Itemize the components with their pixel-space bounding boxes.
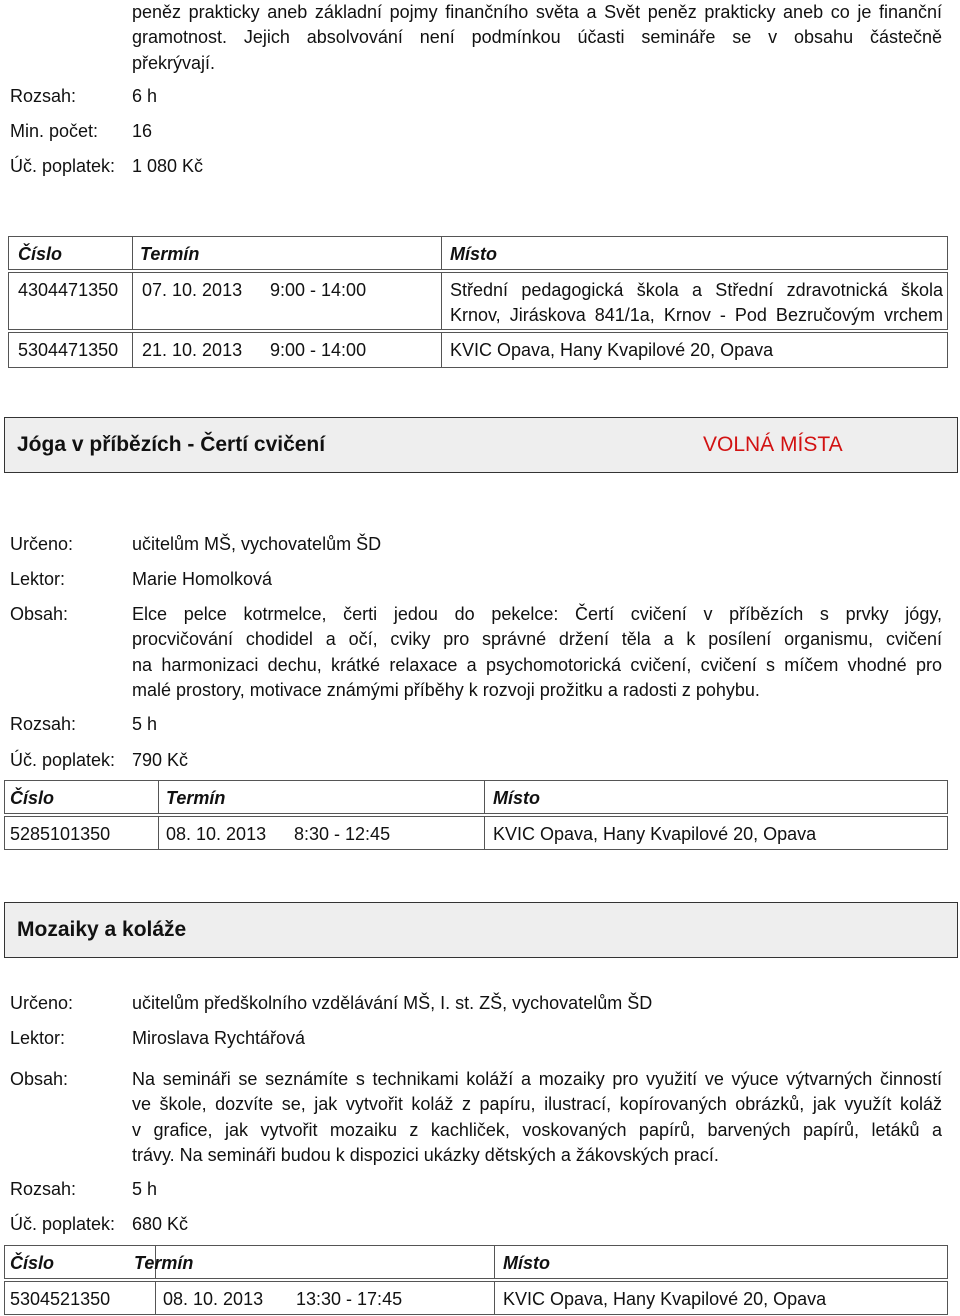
header-termin: Termín [166,788,226,808]
fee-label: Úč. poplatek: [10,750,116,770]
status-badge: VOLNÁ MÍSTA [703,433,843,456]
fee-label: Úč. poplatek: [10,156,116,176]
obsah-text [132,602,942,703]
obsah-line: procvičování chodidel a očí, cviky pro správné držení těla a k posílení organismu, cvičení [132,629,942,650]
cell-datum: 08. 10. 2013 [163,1289,264,1309]
fee-value: 1 080 Kč [132,156,204,176]
cell-misto-line2: Krnov, Jiráskova 841/1a, Krnov - Pod Bezručovým vrchem [450,305,943,325]
cell-cislo: 5304521350 [10,1289,111,1309]
obsah-line: v grafice, jak vytvořit mozaiku z kachliček, voskovaných papírů, barvených papírů, letáků a [132,1119,942,1140]
obsah-label: Obsah: [10,604,69,624]
obsah-line: trávy. Na semináři budou k dispozici ukázky dětských a žákovských prací. [132,1144,719,1165]
cell-datum: 07. 10. 2013 [142,280,243,300]
min-count-value: 16 [132,121,153,141]
rozsah-value: 5 h [132,1179,158,1199]
fee-value: 790 Kč [132,750,189,770]
obsah-line: ve škole, dozvíte se, jak vytvořit koláž z papíru, ilustrací, kopírovaných obrázků, jak využít koláž [132,1094,942,1115]
header-misto: Místo [503,1253,550,1273]
header-misto: Místo [450,244,497,264]
urceno-value: učitelům předškolního vzdělávání MŠ, I. st. ZŠ, vychovatelům ŠD [132,993,653,1013]
obsah-line: na harmonizaci dechu, krátké relaxace a psychomotorická cvičení, cvičení s míčem vhodné pro [132,654,942,675]
header-termin: Termín [140,244,200,264]
rozsah-label: Rozsah: [10,86,77,106]
urceno-label: Určeno: [10,993,74,1013]
obsah-line: Na semináři se seznámíte s technikami koláží a mozaiky pro využití ve výuce výtvarných činností [132,1069,942,1089]
cell-cas: 8:30 - 12:45 [294,824,391,844]
course-header [4,417,958,473]
table-header-row [4,1245,948,1279]
header-termin: Termín [134,1253,194,1273]
header-misto: Místo [493,788,540,808]
rozsah-value: 5 h [132,714,158,734]
header-cislo: Číslo [18,244,63,264]
fee-value: 680 Kč [132,1214,189,1234]
obsah-line: malé prostory, motivace známými příběhy k rozvoji prožitku a radosti z pohybu. [132,679,760,700]
cell-cas: 9:00 - 14:00 [270,340,367,360]
course-title: Mozaiky a koláže [17,918,187,941]
cell-cislo: 5285101350 [10,824,111,844]
table-header-row [8,236,948,270]
cell-cislo: 5304471350 [18,340,119,360]
cell-misto: Střední pedagogická škola a Střední zdravotnická škola [450,280,943,300]
cell-misto: KVIC Opava, Hany Kvapilové 20, Opava [493,824,817,844]
obsah-text [132,1067,942,1168]
cell-misto: KVIC Opava, Hany Kvapilové 20, Opava [450,340,774,360]
intro-line: peněz prakticky aneb základní pojmy finančního světa a Svět peněz prakticky aneb co je finanční [132,2,942,22]
table-row [4,816,948,850]
urceno-label: Určeno: [10,534,74,554]
lektor-label: Lektor: [10,569,66,589]
course-title: Jóga v příbězích - Čertí cvičení [17,433,326,456]
table-row [8,332,948,368]
min-count-label: Min. počet: [10,121,99,141]
lektor-value: Marie Homolková [132,569,273,589]
obsah-line: Elce pelce kotrmelce, čerti jedou do pekelce: Čertí cvičení v příbězích s prvky jógy, [132,604,942,624]
cell-datum: 08. 10. 2013 [166,824,267,844]
urceno-value: učitelům MŠ, vychovatelům ŠD [132,534,382,554]
fee-label: Úč. poplatek: [10,1214,116,1234]
rozsah-label: Rozsah: [10,714,77,734]
cell-cas: 13:30 - 17:45 [296,1289,403,1309]
lektor-value: Miroslava Rychtářová [132,1028,306,1048]
cell-datum: 21. 10. 2013 [142,340,243,360]
cell-cas: 9:00 - 14:00 [270,280,367,300]
rozsah-value: 6 h [132,86,158,106]
intro-text [132,0,942,76]
course-header [4,902,958,958]
table-row [8,272,948,330]
lektor-label: Lektor: [10,1028,66,1048]
intro-line: překrývají. [132,52,216,73]
cell-cislo: 4304471350 [18,280,119,300]
rozsah-label: Rozsah: [10,1179,77,1199]
header-cislo: Číslo [10,1253,55,1273]
intro-line: gramotnost. Jejich absolvování není podmínkou účasti semináře se v obsahu částečně [132,27,942,48]
table-header-row [4,780,948,814]
obsah-label: Obsah: [10,1069,69,1089]
table-row [4,1281,948,1315]
cell-misto: KVIC Opava, Hany Kvapilové 20, Opava [503,1289,827,1309]
header-cislo: Číslo [10,788,55,808]
